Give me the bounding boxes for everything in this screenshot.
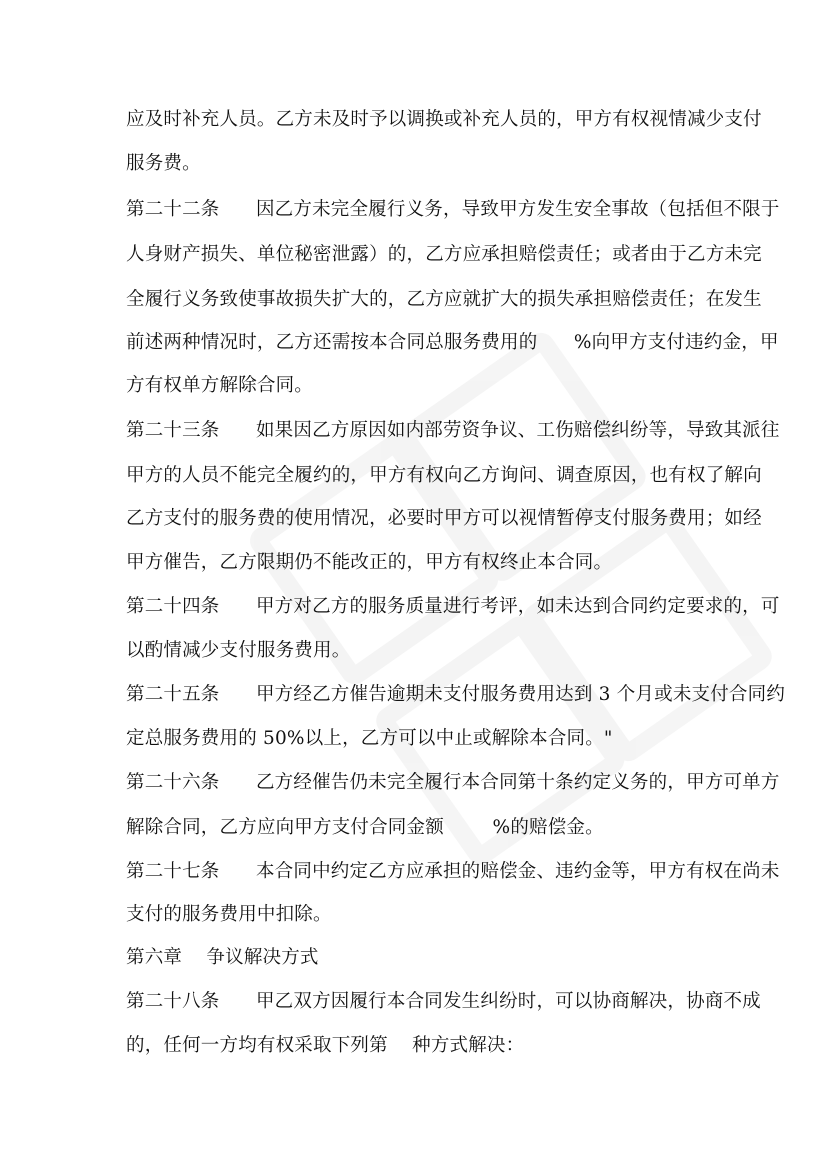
text-line: 第二十二条 因乙方未完全履行义务，导致甲方发生安全事故（包括但不限于 bbox=[126, 199, 780, 220]
text-line: 解除合同，乙方应向甲方支付合同金额 %的赔偿金。 bbox=[126, 817, 604, 838]
text-line: 以酌情减少支付服务费用。 bbox=[126, 640, 351, 661]
text-line: 人身财产损失、单位秘密泄露）的，乙方应承担赔偿责任；或者由于乙方未完 bbox=[126, 244, 762, 265]
text-line: 第二十三条 如果因乙方原因如内部劳资争议、工伤赔偿纠纷等，导致其派往 bbox=[126, 420, 780, 441]
text-line: 支付的服务费用中扣除。 bbox=[126, 904, 332, 925]
text-line: 应及时补充人员。乙方未及时予以调换或补充人员的，甲方有权视情减少支付 bbox=[126, 109, 762, 130]
text-line: 第二十六条 乙方经催告仍未完全履行本合同第十条约定义务的，甲方可单方 bbox=[126, 772, 780, 793]
text-line: 甲方催告，乙方限期仍不能改正的，甲方有权终止本合同。 bbox=[126, 552, 613, 573]
text-line: 第二十五条 甲方经乙方催告逾期未支付服务费用达到 3 个月或未支付合同约 bbox=[126, 684, 786, 705]
text-line: 全履行义务致使事故损失扩大的，乙方应就扩大的损失承担赔偿责任；在发生 bbox=[126, 289, 762, 310]
text-line: 乙方支付的服务费的使用情况，必要时甲方可以视情暂停支付服务费用；如经 bbox=[126, 508, 762, 529]
chapter-heading: 第六章 争议解决方式 bbox=[126, 947, 319, 968]
text-line: 第二十四条 甲方对乙方的服务质量进行考评，如未达到合同约定要求的，可 bbox=[126, 596, 780, 617]
text-line: 定总服务费用的 50%以上，乙方可以中止或解除本合同。" bbox=[126, 728, 613, 749]
text-line: 服务费。 bbox=[126, 153, 201, 174]
text-line: 甲方的人员不能完全履约的，甲方有权向乙方询问、调查原因，也有权了解向 bbox=[126, 465, 762, 486]
text-line: 的，任何一方均有权采取下列第 种方式解决： bbox=[126, 1035, 525, 1056]
text-line: 第二十八条 甲乙双方因履行本合同发生纠纷时，可以协商解决，协商不成 bbox=[126, 991, 761, 1012]
text-line: 第二十七条 本合同中约定乙方应承担的赔偿金、违约金等，甲方有权在尚未 bbox=[126, 861, 780, 882]
text-line: 前述两种情况时，乙方还需按本合同总服务费用的 %向甲方支付违约金，甲 bbox=[126, 332, 779, 353]
text-line: 方有权单方解除合同。 bbox=[126, 375, 314, 396]
